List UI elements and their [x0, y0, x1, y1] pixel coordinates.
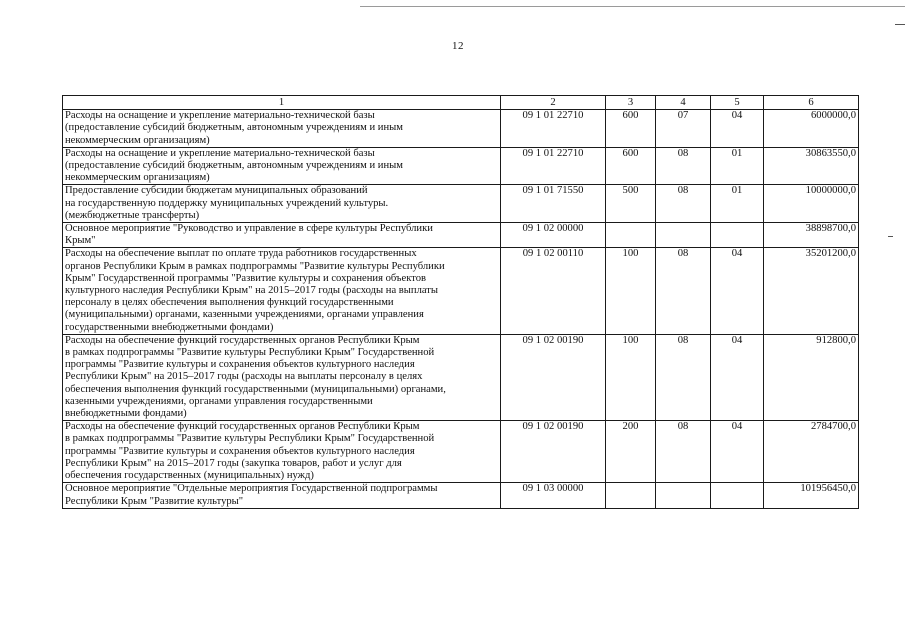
row-amount: 2784700,0	[764, 421, 859, 483]
header-col-3: 3	[606, 96, 656, 110]
row-subsection: 04	[711, 248, 764, 334]
budget-table	[62, 95, 859, 509]
row-expense-type: 100	[606, 334, 656, 420]
row-amount: 38898700,0	[764, 223, 859, 248]
scan-edge-line	[360, 6, 905, 7]
row-amount: 30863550,0	[764, 147, 859, 185]
row-code: 09 1 02 00110	[501, 248, 606, 334]
row-section: 08	[656, 185, 711, 223]
table-row	[63, 185, 859, 223]
table-row	[63, 223, 859, 248]
row-section	[656, 223, 711, 248]
page-number: 12	[452, 40, 464, 52]
row-subsection: 04	[711, 421, 764, 483]
header-col-4: 4	[656, 96, 711, 110]
scan-mark	[888, 236, 893, 237]
header-col-6: 6	[764, 96, 859, 110]
row-section: 07	[656, 110, 711, 148]
row-description: Расходы на обеспечение функций государственных органов Республики Крым в рамках подпрограммы "Развитие культуры Республики Крым" Государственной программы "Развитие культуры и сохранения объектов культурного наследия Республики Крым" на 2015–2017 годы (расходы на выплаты персоналу в целях обеспечения выполнения функций государственными (муниципальными) органами, казенными учреждениями, органами управления государственными внебюджетными фондами)	[63, 334, 501, 420]
row-subsection	[711, 223, 764, 248]
row-code: 09 1 01 22710	[501, 110, 606, 148]
row-description: Предоставление субсидии бюджетам муниципальных образований на государственную поддержку муниципальных учреждений культуры. (межбюджетные трансферты)	[63, 185, 501, 223]
row-subsection: 01	[711, 147, 764, 185]
row-amount: 10000000,0	[764, 185, 859, 223]
row-section: 08	[656, 334, 711, 420]
header-col-1: 1	[63, 96, 501, 110]
row-section: 08	[656, 421, 711, 483]
row-code: 09 1 01 71550	[501, 185, 606, 223]
row-description: Расходы на оснащение и укрепление материально-технической базы (предоставление субсидий бюджетным, автономным учреждениям и иным некоммерческим организациям)	[63, 110, 501, 148]
table-row	[63, 248, 859, 334]
header-col-5: 5	[711, 96, 764, 110]
row-expense-type: 500	[606, 185, 656, 223]
row-code: 09 1 02 00190	[501, 334, 606, 420]
row-subsection: 04	[711, 110, 764, 148]
row-expense-type	[606, 483, 656, 508]
row-expense-type: 200	[606, 421, 656, 483]
table-row	[63, 483, 859, 508]
row-amount: 912800,0	[764, 334, 859, 420]
header-col-2: 2	[501, 96, 606, 110]
table-row	[63, 147, 859, 185]
row-code: 09 1 01 22710	[501, 147, 606, 185]
row-code: 09 1 02 00000	[501, 223, 606, 248]
row-amount: 101956450,0	[764, 483, 859, 508]
row-expense-type: 100	[606, 248, 656, 334]
row-section: 08	[656, 147, 711, 185]
table-row	[63, 110, 859, 148]
row-description: Расходы на обеспечение функций государственных органов Республики Крым в рамках подпрограммы "Развитие культуры Республики Крым" Государственной программы "Развитие культуры и сохранения объектов культурного наследия Республики Крым" на 2015–2017 годы (закупка товаров, работ и услуг для обеспечения государственных (муниципальных) нужд)	[63, 421, 501, 483]
row-description: Основное мероприятие "Руководство и управление в сфере культуры Республики Крым"	[63, 223, 501, 248]
row-description: Расходы на оснащение и укрепление материально-технической базы (предоставление субсидий бюджетным, автономным учреждениям и иным некоммерческим организациям)	[63, 147, 501, 185]
table-row	[63, 421, 859, 483]
row-subsection: 04	[711, 334, 764, 420]
row-expense-type: 600	[606, 147, 656, 185]
row-amount: 6000000,0	[764, 110, 859, 148]
row-description: Основное мероприятие "Отдельные мероприятия Государственной подпрограммы Республики Крым "Развитие культуры"	[63, 483, 501, 508]
table-row	[63, 334, 859, 420]
row-description: Расходы на обеспечение выплат по оплате труда работников государственных органов Республики Крым в рамках подпрограммы "Развитие культуры Республики Крым" Государственной программы "Развитие культуры и сохранения объектов культурного наследия Республики Крым" на 2015–2017 годы (расходы на выплаты персоналу в целях обеспечения выполнения функций государственными (муниципальными) органами, казенными учреждениями, органами управления государственными внебюджетными фондами)	[63, 248, 501, 334]
scan-mark	[895, 24, 905, 25]
row-expense-type	[606, 223, 656, 248]
row-expense-type: 600	[606, 110, 656, 148]
row-code: 09 1 02 00190	[501, 421, 606, 483]
row-subsection: 01	[711, 185, 764, 223]
row-section	[656, 483, 711, 508]
table-header-row	[63, 96, 859, 110]
row-amount: 35201200,0	[764, 248, 859, 334]
row-section: 08	[656, 248, 711, 334]
row-subsection	[711, 483, 764, 508]
row-code: 09 1 03 00000	[501, 483, 606, 508]
